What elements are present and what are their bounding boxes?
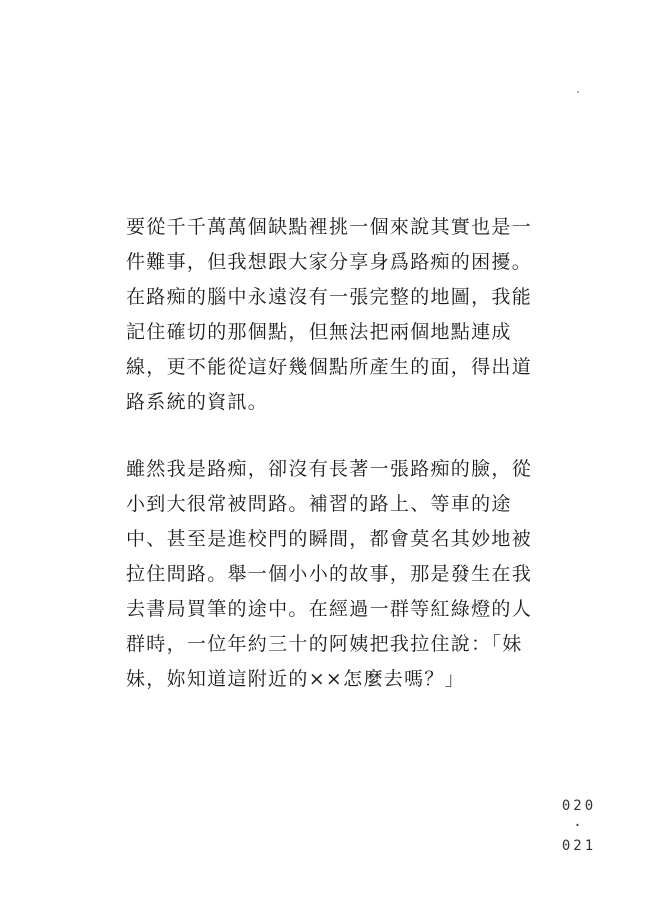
- text-line: 妹，妳知道這附近的××怎麼去嗎？」: [126, 668, 465, 690]
- page-number-right: 021: [561, 838, 597, 854]
- text-line: 群時，一位年約三十的阿姨把我拉住說：「妹: [126, 633, 523, 655]
- page-number-separator: ·: [573, 818, 585, 834]
- paragraph-2: [126, 452, 536, 697]
- corner-dot-mark: [577, 91, 579, 93]
- page-numbers: [549, 796, 609, 856]
- page-number-left: 020: [561, 798, 597, 814]
- text-line: 要從千千萬萬個缺點裡挑一個來說其實也是一: [126, 216, 533, 238]
- text-line: 中、甚至是進校門的瞬間，都會莫名其妙地被: [126, 528, 533, 550]
- text-line: 記住確切的那個點，但無法把兩個地點連成: [126, 321, 512, 343]
- text-line: 去書局買筆的途中。在經過一群等紅綠燈的人: [126, 598, 533, 620]
- text-line: 在路痴的腦中永遠沒有一張完整的地圖，我能: [126, 286, 533, 308]
- paragraph-1: [126, 210, 536, 420]
- text-line: 線，更不能從這好幾個點所產生的面，得出道: [126, 356, 533, 378]
- text-line: 件難事，但我想跟大家分享身爲路痴的困擾。: [126, 251, 533, 273]
- text-line: 路系統的資訊。: [126, 391, 269, 413]
- text-line: 雖然我是路痴，卻沒有長著一張路痴的臉，從: [126, 458, 533, 480]
- text-line: 拉住問路。舉一個小小的故事，那是發生在我: [126, 563, 533, 585]
- text-line: 小到大很常被問路。補習的路上、等車的途: [126, 493, 512, 515]
